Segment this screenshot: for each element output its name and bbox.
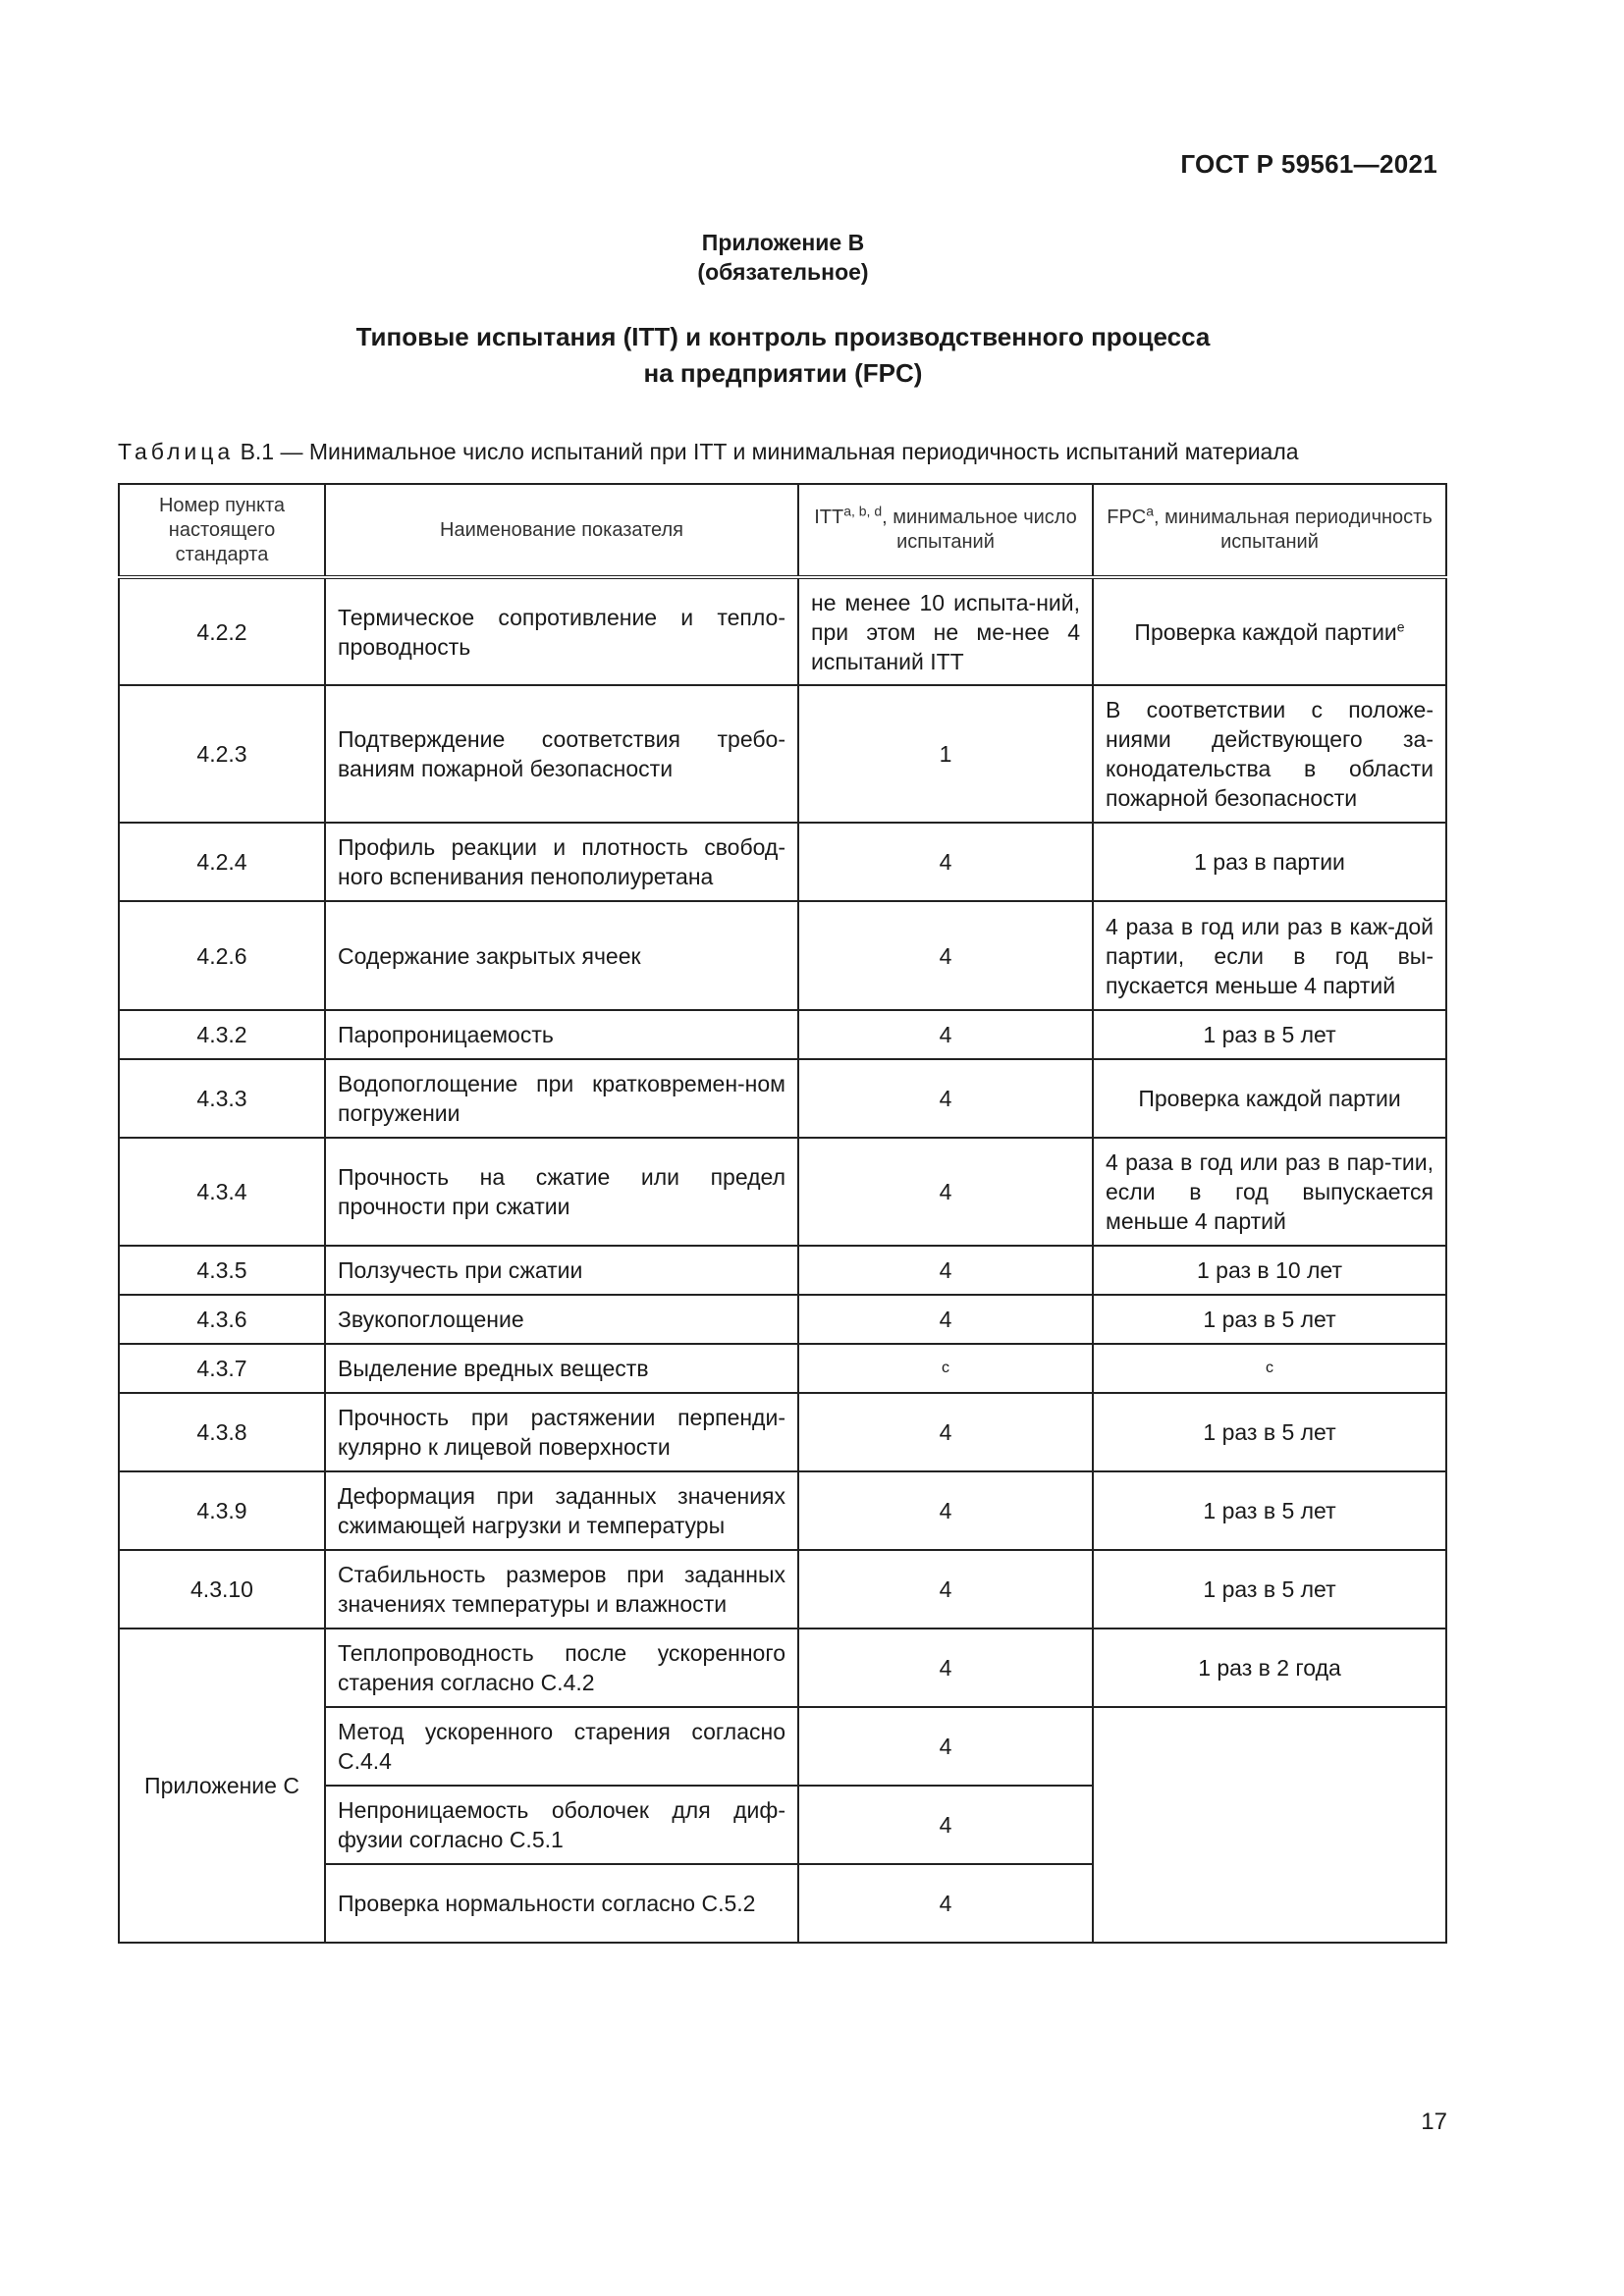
table-row <box>119 1138 1446 1246</box>
table-row <box>119 1471 1446 1550</box>
cell-clause-number: 4.3.7 <box>119 1344 325 1393</box>
cell-itt: 4 <box>798 1059 1093 1138</box>
header-fpc-rest: , минимальная периодичность испытаний <box>1154 507 1433 553</box>
table-row <box>119 1550 1446 1629</box>
cell-appendix-group: Приложение С <box>119 1629 325 1943</box>
cell-fpc: 1 раз в 5 лет <box>1093 1471 1446 1550</box>
header-fpc-main: FPC <box>1107 507 1147 528</box>
table-row <box>119 1344 1446 1393</box>
cell-indicator-name: Прочность на сжатие или предел прочности при сжатии <box>325 1138 798 1246</box>
table-caption <box>118 439 1453 465</box>
header-clause-number: Номер пункта настоящего стандарта <box>119 484 325 577</box>
header-itt-rest: , минимальное число испытаний <box>882 507 1077 553</box>
cell-fpc: Проверка каждой партии <box>1093 1059 1446 1138</box>
cell-fpc-sup: e <box>1396 617 1405 634</box>
cell-clause-number: 4.2.2 <box>119 577 325 685</box>
cell-itt: 4 <box>798 823 1093 901</box>
section-title-line-2: на предприятии (FPC) <box>643 358 923 388</box>
cell-clause-number: 4.3.3 <box>119 1059 325 1138</box>
cell-indicator-name: Теплопроводность после ускоренного старения согласно С.4.2 <box>325 1629 798 1707</box>
appendix-status: (обязательное) <box>697 259 869 285</box>
cell-itt: c <box>798 1344 1093 1393</box>
cell-indicator-name: Водопоглощение при кратковремен-ном погружении <box>325 1059 798 1138</box>
cell-clause-number: 4.3.4 <box>119 1138 325 1246</box>
cell-fpc: 1 раз в 5 лет <box>1093 1393 1446 1471</box>
cell-indicator-name: Прочность при растяжении перпенди-кулярно к лицевой поверхности <box>325 1393 798 1471</box>
cell-indicator-name: Паропроницаемость <box>325 1010 798 1059</box>
cell-itt: 4 <box>798 1471 1093 1550</box>
table-row <box>119 1010 1446 1059</box>
cell-itt: 4 <box>798 1246 1093 1295</box>
cell-itt: 4 <box>798 1393 1093 1471</box>
cell-itt: 1 <box>798 685 1093 823</box>
cell-indicator-name: Содержание закрытых ячеек <box>325 901 798 1010</box>
table-row <box>119 1393 1446 1471</box>
cell-itt: 4 <box>798 1550 1093 1629</box>
cell-fpc-text: Проверка каждой партии <box>1134 618 1397 645</box>
cell-fpc: 1 раз в 5 лет <box>1093 1550 1446 1629</box>
cell-indicator-name: Деформация при заданных значениях сжимающей нагрузки и температуры <box>325 1471 798 1550</box>
document-code: ГОСТ Р 59561—2021 <box>1180 149 1437 179</box>
table-row <box>119 685 1446 823</box>
cell-itt: 4 <box>798 1707 1093 1786</box>
header-indicator-name: Наименование показателя <box>325 484 798 577</box>
header-fpc-sup: a <box>1146 503 1155 519</box>
cell-indicator-name: Звукопоглощение <box>325 1295 798 1344</box>
header-fpc <box>1093 484 1446 577</box>
table-header-row <box>119 484 1446 577</box>
table-row <box>119 901 1446 1010</box>
cell-fpc-empty <box>1093 1707 1446 1943</box>
cell-clause-number: 4.3.8 <box>119 1393 325 1471</box>
cell-indicator-name: Подтверждение соответствия требо-ваниям пожарной безопасности <box>325 685 798 823</box>
cell-fpc: 1 раз в 5 лет <box>1093 1010 1446 1059</box>
cell-fpc: 1 раз в 10 лет <box>1093 1246 1446 1295</box>
page-number: 17 <box>1421 2109 1447 2135</box>
cell-clause-number: 4.3.6 <box>119 1295 325 1344</box>
cell-indicator-name: Проверка нормальности согласно С.5.2 <box>325 1864 798 1943</box>
cell-fpc: 1 раз в 2 года <box>1093 1629 1446 1707</box>
cell-itt: 4 <box>798 1010 1093 1059</box>
table-row <box>119 1059 1446 1138</box>
cell-fpc: 1 раз в 5 лет <box>1093 1295 1446 1344</box>
appendix-heading <box>0 228 1566 287</box>
table-row <box>119 577 1446 685</box>
cell-clause-number: 4.3.2 <box>119 1010 325 1059</box>
table-row <box>119 1629 1446 1707</box>
cell-clause-number: 4.2.4 <box>119 823 325 901</box>
cell-fpc <box>1093 577 1446 685</box>
cell-indicator-name: Метод ускоренного старения согласно С.4.4 <box>325 1707 798 1786</box>
cell-indicator-name: Стабильность размеров при заданных значениях температуры и влажности <box>325 1550 798 1629</box>
header-itt-sup: a, b, d <box>843 503 883 519</box>
cell-indicator-name: Профиль реакции и плотность свобод-ного вспенивания пенополиуретана <box>325 823 798 901</box>
cell-clause-number: 4.3.5 <box>119 1246 325 1295</box>
tests-table <box>118 483 1447 1944</box>
section-title-line-1: Типовые испытания (ITT) и контроль производственного процесса <box>355 322 1211 351</box>
table-row <box>119 1295 1446 1344</box>
cell-itt: 4 <box>798 1629 1093 1707</box>
cell-itt: 4 <box>798 1138 1093 1246</box>
cell-fpc: В соответствии с положе-ниями действующего за-конодательства в области пожарной безопасности <box>1093 685 1446 823</box>
cell-clause-number: 4.3.10 <box>119 1550 325 1629</box>
cell-fpc: 4 раза в год или раз в пар-тии, если в год выпускается меньше 4 партий <box>1093 1138 1446 1246</box>
table-caption-text: В.1 — Минимальное число испытаний при ITT и минимальная периодичность испытаний материала <box>234 439 1299 464</box>
cell-clause-number: 4.2.6 <box>119 901 325 1010</box>
cell-fpc: 1 раз в партии <box>1093 823 1446 901</box>
table-row <box>119 823 1446 901</box>
cell-indicator-name: Непроницаемость оболочек для диф-фузии согласно С.5.1 <box>325 1786 798 1864</box>
cell-itt: 4 <box>798 1295 1093 1344</box>
cell-itt: 4 <box>798 1864 1093 1943</box>
cell-indicator-name: Ползучесть при сжатии <box>325 1246 798 1295</box>
cell-indicator-name: Выделение вредных веществ <box>325 1344 798 1393</box>
cell-itt: 4 <box>798 901 1093 1010</box>
cell-fpc: c <box>1093 1344 1446 1393</box>
table-caption-prefix: Таблица <box>118 439 235 464</box>
section-title <box>0 319 1566 392</box>
cell-indicator-name: Термическое сопротивление и тепло-проводность <box>325 577 798 685</box>
table-row <box>119 1246 1446 1295</box>
header-itt-main: ITT <box>814 507 844 528</box>
cell-itt: 4 <box>798 1786 1093 1864</box>
header-itt <box>798 484 1093 577</box>
appendix-title: Приложение В <box>701 230 865 255</box>
cell-clause-number: 4.3.9 <box>119 1471 325 1550</box>
cell-fpc: 4 раза в год или раз в каж-дой партии, если в год вы-пускается меньше 4 партий <box>1093 901 1446 1010</box>
cell-clause-number: 4.2.3 <box>119 685 325 823</box>
cell-itt: не менее 10 испыта-ний, при этом не ме-нее 4 испытаний ITT <box>798 577 1093 685</box>
